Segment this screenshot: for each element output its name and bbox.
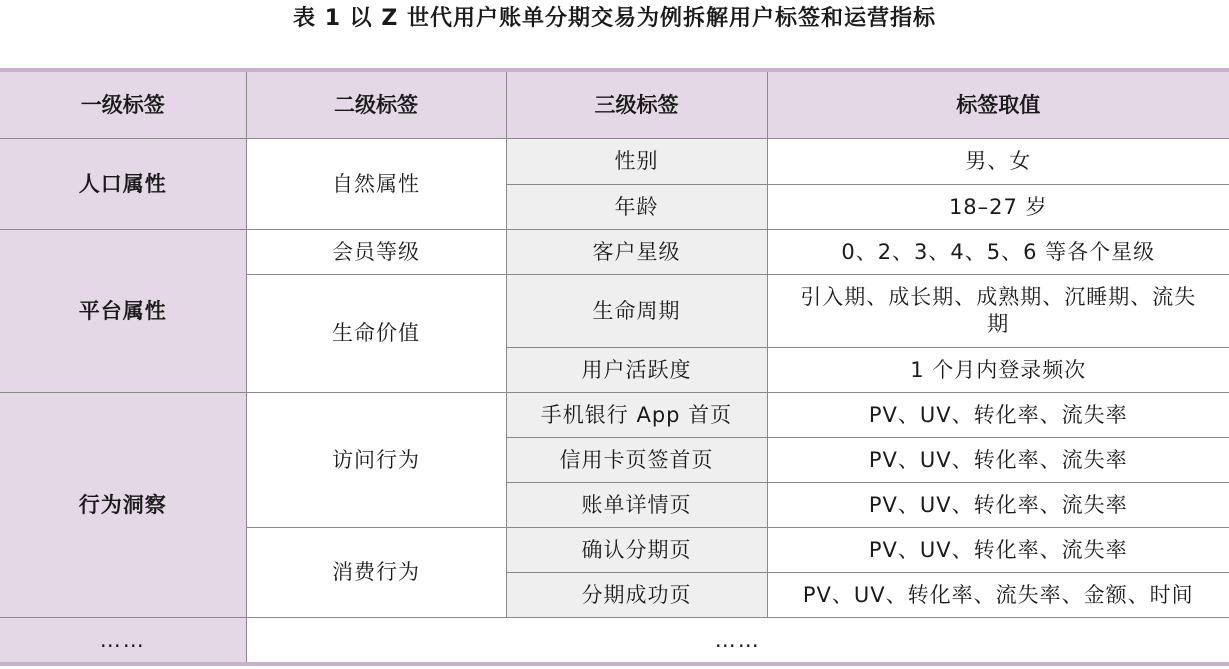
table-row — [0, 139, 1229, 185]
header-level1: 一级标签 — [0, 70, 246, 139]
value-line: 期 — [987, 312, 1010, 336]
level3-cell: 信用卡页签首页 — [506, 438, 767, 483]
level3-cell: 性别 — [506, 139, 767, 185]
level1-cell: 行为洞察 — [0, 393, 246, 618]
level2-cell: 自然属性 — [246, 139, 506, 230]
header-level3: 三级标签 — [506, 70, 767, 139]
level2-cell: 生命价值 — [246, 275, 506, 393]
value-cell: PV、UV、转化率、流失率 — [767, 483, 1229, 528]
value-cell: PV、UV、转化率、流失率 — [767, 438, 1229, 483]
level3-cell: 手机银行 App 首页 — [506, 393, 767, 438]
header-row — [0, 70, 1229, 139]
value-cell: 1 个月内登录频次 — [767, 348, 1229, 393]
table-row — [0, 230, 1229, 275]
table-row — [0, 393, 1229, 438]
level3-cell: 生命周期 — [506, 275, 767, 348]
user-tag-table — [0, 68, 1229, 666]
table-title: 表 1 以 Z 世代用户账单分期交易为例拆解用户标签和运营指标 — [293, 6, 936, 31]
value-cell: PV、UV、转化率、流失率 — [767, 528, 1229, 573]
level3-cell: 年龄 — [506, 185, 767, 230]
level2-cell: 会员等级 — [246, 230, 506, 275]
table-row-ellipsis — [0, 618, 1229, 665]
value-line: 引入期、成长期、成熟期、沉睡期、流失 — [800, 285, 1197, 309]
value-cell: 18–27 岁 — [767, 185, 1229, 230]
level2-cell: 访问行为 — [246, 393, 506, 528]
level3-cell: 确认分期页 — [506, 528, 767, 573]
header-value: 标签取值 — [767, 70, 1229, 139]
value-cell: 0、2、3、4、5、6 等各个星级 — [767, 230, 1229, 275]
header-level2: 二级标签 — [246, 70, 506, 139]
value-cell: 男、女 — [767, 139, 1229, 185]
ellipsis-cell-left: …… — [0, 618, 246, 665]
ellipsis-cell-right: …… — [246, 618, 1229, 665]
level3-cell: 客户星级 — [506, 230, 767, 275]
level2-cell: 消费行为 — [246, 528, 506, 618]
level1-cell: 人口属性 — [0, 139, 246, 230]
level3-cell: 用户活跃度 — [506, 348, 767, 393]
level3-cell: 账单详情页 — [506, 483, 767, 528]
value-cell — [767, 275, 1229, 348]
value-cell: PV、UV、转化率、流失率 — [767, 393, 1229, 438]
value-cell: PV、UV、转化率、流失率、金额、时间 — [767, 573, 1229, 618]
level1-cell: 平台属性 — [0, 230, 246, 393]
level3-cell: 分期成功页 — [506, 573, 767, 618]
